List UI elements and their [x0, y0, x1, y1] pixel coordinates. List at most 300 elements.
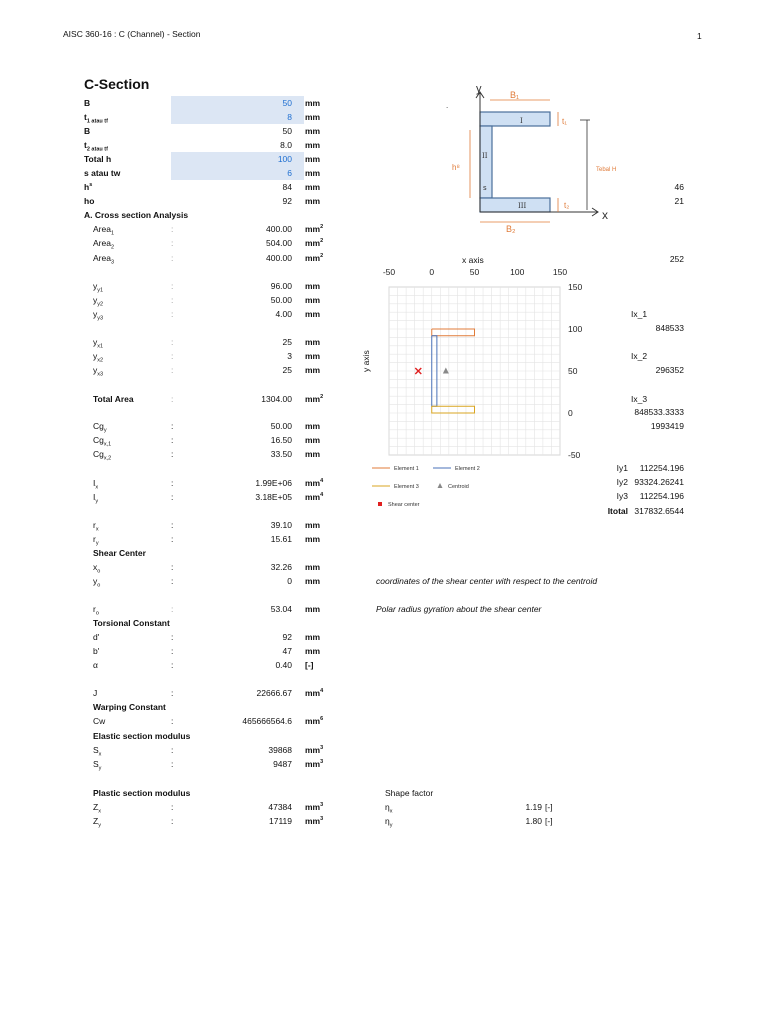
- iy-value: 112254.196: [639, 491, 684, 501]
- row-label-text: y: [93, 281, 98, 291]
- row-label-text: Area: [93, 224, 111, 234]
- chart-y-tick-label: 100: [568, 324, 583, 334]
- ix-total-value: 1993419: [650, 421, 684, 431]
- row-label-sub: x3: [97, 371, 104, 378]
- row-unit: [305, 309, 320, 319]
- chart-x-tick-label: -50: [382, 267, 396, 277]
- row-unit-text: mm: [305, 337, 321, 347]
- row-label-text: y: [93, 309, 98, 319]
- ix1-value: 848533: [655, 323, 684, 333]
- row-label-sub: x: [95, 526, 99, 533]
- row-label-sub: x,2: [103, 455, 112, 462]
- input-label-text: t: [84, 140, 87, 150]
- row-unit-sup: 6: [320, 716, 324, 723]
- row-unit-text: mm: [305, 520, 321, 530]
- sketch-b1-label: B₁: [510, 90, 520, 100]
- row-label-text: Cg: [93, 421, 104, 431]
- row-value: 3.18E+05: [255, 492, 292, 502]
- row-unit: [305, 816, 323, 826]
- row-unit-text: mm: [305, 365, 321, 375]
- row-colon: :: [171, 435, 174, 445]
- shape-factor-heading: Shape factor: [385, 788, 434, 798]
- row-unit-text: mm: [305, 449, 321, 459]
- ix1-label: Ix_1: [631, 309, 648, 319]
- chart-y-tick-label: 0: [568, 408, 573, 418]
- row-label: [93, 816, 101, 829]
- chart-x-axis-title: x axis: [462, 255, 484, 265]
- row-colon: :: [171, 351, 174, 361]
- row-unit-text: mm: [305, 281, 321, 291]
- sketch-t2-label: t₂: [564, 201, 570, 210]
- row-unit: [305, 745, 323, 755]
- row-label: [93, 224, 114, 237]
- row-colon: :: [171, 394, 174, 404]
- input-value: 8.0: [280, 140, 292, 150]
- input-unit: mm: [305, 98, 321, 108]
- row-label-text: J: [93, 688, 98, 698]
- chart-legend-label: Centroid: [448, 484, 469, 490]
- row-label-text: r: [93, 604, 96, 614]
- input-value[interactable]: 50: [282, 98, 292, 108]
- value-46: 46: [674, 182, 684, 192]
- row-label-sub: y: [95, 540, 99, 547]
- input-unit: mm: [305, 140, 321, 150]
- note-polar-radius: Polar radius gyration about the shear center: [376, 604, 542, 614]
- row-label-sub: y: [95, 498, 99, 505]
- input-unit: mm: [305, 182, 321, 192]
- shape-factor-label-sub: x: [389, 808, 393, 815]
- row-unit-text: mm: [305, 351, 321, 361]
- row-label-sub: o: [97, 582, 101, 589]
- row-value: 50.00: [270, 295, 292, 305]
- row-unit: [305, 688, 323, 698]
- chart-legend-label: Shear center: [388, 502, 420, 508]
- chart-y-tick-label: 50: [568, 366, 578, 376]
- section-heading-warping: Warping Constant: [93, 702, 166, 712]
- sketch-element2-label: II: [482, 152, 488, 160]
- row-colon: :: [171, 745, 174, 755]
- chart-x-tick-label: 150: [552, 267, 568, 277]
- row-unit-text: mm: [305, 816, 321, 826]
- row-colon: :: [171, 562, 174, 572]
- row-unit: [305, 632, 320, 642]
- sketch-dot: .: [446, 101, 449, 110]
- shape-factor-label-sub: y: [389, 822, 393, 829]
- shape-factor-label-text: η: [385, 816, 390, 826]
- input-label-text: ho: [84, 196, 95, 206]
- row-label-sub: y3: [97, 315, 104, 322]
- row-label-text: y: [93, 351, 98, 361]
- row-value: 32.26: [270, 562, 292, 572]
- row-label: [93, 646, 99, 656]
- row-value: 0: [287, 576, 292, 586]
- row-unit-text: mm: [305, 562, 321, 572]
- sketch-element3-label: III: [518, 202, 527, 210]
- input-value[interactable]: 8: [287, 112, 292, 122]
- row-value: 465666564.6: [242, 716, 292, 726]
- row-colon: :: [171, 759, 174, 769]
- input-label: [84, 126, 90, 136]
- row-label-text: r: [93, 534, 96, 544]
- row-unit: [305, 562, 320, 572]
- row-unit: [305, 337, 320, 347]
- row-label-text: x: [93, 562, 98, 572]
- row-value: 504.00: [266, 238, 292, 248]
- row-label-text: S: [93, 759, 99, 769]
- row-colon: :: [171, 716, 174, 726]
- row-unit-sup: 2: [320, 253, 324, 260]
- row-colon: :: [171, 576, 174, 586]
- row-unit-text: mm: [305, 435, 321, 445]
- row-colon: :: [171, 604, 174, 614]
- row-colon: :: [171, 660, 174, 670]
- chart-x-tick-label: 0: [429, 267, 435, 277]
- row-label-sub: o: [95, 610, 99, 617]
- row-label-text: Area: [93, 238, 111, 248]
- iy-label: Itotal: [607, 506, 628, 516]
- row-unit: [305, 281, 320, 291]
- row-label-text: y: [93, 337, 98, 347]
- row-unit-text: mm: [305, 421, 321, 431]
- row-unit: [305, 238, 323, 248]
- row-colon: :: [171, 295, 174, 305]
- row-label: [93, 421, 107, 434]
- chart-y-axis-title: y axis: [361, 350, 371, 372]
- row-value: 39.10: [270, 520, 292, 530]
- input-label-text: B: [84, 98, 91, 108]
- row-label-sub: y: [98, 822, 101, 829]
- row-unit-text: mm: [305, 604, 321, 614]
- page-title: C-Section: [84, 76, 150, 92]
- input-label: [84, 98, 90, 108]
- chart-legend-label: Element 3: [394, 484, 419, 490]
- row-unit-sup: 4: [320, 688, 324, 695]
- row-unit: [305, 295, 320, 305]
- row-unit-text: mm: [305, 802, 321, 812]
- input-label-text: h: [84, 182, 90, 192]
- row-unit: [305, 492, 323, 502]
- chart-legend-label: Element 1: [394, 466, 419, 472]
- chart-y-tick-label: 150: [568, 282, 583, 292]
- row-value: 25: [282, 365, 292, 375]
- row-unit-text: mm: [305, 224, 321, 234]
- section-chart: [360, 262, 590, 512]
- ix3-label: Ix_3: [631, 394, 648, 404]
- row-unit-sup: 3: [320, 802, 324, 809]
- row-unit-sup: 3: [320, 745, 324, 752]
- row-value: 25: [282, 337, 292, 347]
- shape-factor-value: 1.19: [525, 802, 542, 812]
- row-unit: [305, 576, 320, 586]
- input-label-sub: 2 atau tf: [86, 146, 108, 153]
- row-label: [93, 660, 98, 670]
- row-colon: :: [171, 534, 174, 544]
- sketch-y-label: y: [476, 83, 482, 95]
- row-label-sub: 2: [110, 244, 115, 251]
- input-unit: mm: [305, 154, 321, 164]
- sketch-hs-label: h⁸: [452, 163, 460, 172]
- row-label-sub: x1: [97, 343, 104, 350]
- row-label: [93, 576, 100, 589]
- row-unit: [305, 394, 323, 404]
- row-unit: [305, 435, 320, 445]
- row-label: [93, 802, 101, 815]
- sketch-t1-label: t₁: [562, 117, 567, 126]
- input-label-text: s atau tw: [84, 168, 121, 178]
- row-label-sub: o: [97, 568, 101, 575]
- chart-x-tick-label: 100: [510, 267, 525, 277]
- row-value: 4.00: [275, 309, 292, 319]
- row-label-text: α: [93, 660, 98, 670]
- input-unit: mm: [305, 168, 321, 178]
- row-label: [93, 478, 98, 491]
- row-unit: [305, 759, 323, 769]
- row-unit: [305, 253, 323, 263]
- row-colon: :: [171, 802, 174, 812]
- input-label: [84, 168, 120, 178]
- row-label-sub: x,1: [103, 441, 112, 448]
- input-label: [84, 182, 92, 192]
- row-label-sub: 1: [110, 230, 115, 237]
- row-unit: [305, 660, 314, 670]
- row-unit: [305, 365, 320, 375]
- page-number: 1: [697, 31, 702, 41]
- row-label-text: I: [93, 478, 96, 488]
- input-value: 50: [282, 126, 292, 136]
- row-unit-text: mm: [305, 492, 321, 502]
- sketch-element1-label: I: [520, 117, 523, 125]
- iy-label: Iy1: [616, 463, 628, 473]
- shape-factor-value: 1.80: [525, 816, 542, 826]
- row-label-text: S: [93, 745, 99, 755]
- row-label-text: y: [93, 576, 98, 586]
- row-label-text: Z: [93, 816, 99, 826]
- row-label-text: Cg: [93, 449, 104, 459]
- row-unit: [305, 449, 320, 459]
- row-value: 22666.67: [256, 688, 292, 698]
- row-value: 50.00: [270, 421, 292, 431]
- row-label: [93, 309, 103, 322]
- row-label: [93, 759, 101, 772]
- input-label-text: Total h: [84, 154, 112, 164]
- input-unit: mm: [305, 126, 321, 136]
- section-heading-torsional: Torsional Constant: [93, 618, 170, 628]
- row-unit-text: mm: [305, 716, 321, 726]
- row-label-sub: x: [95, 484, 99, 491]
- row-value: 47: [282, 646, 292, 656]
- sketch-drawing: [470, 92, 598, 222]
- row-colon: :: [171, 449, 174, 459]
- value-252: 252: [669, 254, 684, 264]
- row-label: [93, 688, 97, 698]
- row-colon: :: [171, 492, 174, 502]
- ix2-value: 296352: [655, 365, 684, 375]
- row-label: [93, 365, 103, 378]
- c-section-sketch: [440, 80, 640, 240]
- section-heading-elastic: Elastic section modulus: [93, 731, 191, 741]
- row-unit-sup: 4: [320, 478, 324, 485]
- value-21: 21: [674, 196, 684, 206]
- row-label: [93, 716, 105, 726]
- row-unit-text: mm: [305, 394, 321, 404]
- section-heading-plastic: Plastic section modulus: [93, 788, 191, 798]
- shape-factor-label: [385, 802, 392, 815]
- row-unit-sup: 4: [320, 492, 324, 499]
- row-label-sub: 3: [110, 259, 115, 266]
- input-label: [84, 154, 111, 164]
- iy-value: 112254.196: [639, 463, 684, 473]
- header-title: AISC 360-16 : C (Channel) - Section: [63, 29, 201, 39]
- row-unit: [305, 646, 320, 656]
- sketch-total-h-label: Tebal H: [596, 167, 617, 173]
- row-label-text: y: [93, 295, 98, 305]
- row-unit: [305, 716, 323, 726]
- row-label-sub: y: [98, 765, 102, 772]
- input-label-text: t: [84, 112, 87, 122]
- input-label: [84, 196, 94, 206]
- chart-x-tick-label: 50: [469, 267, 480, 277]
- chart-legend-swatch: [378, 502, 382, 506]
- row-unit-text: mm: [305, 238, 321, 248]
- row-unit-sup: 3: [320, 816, 324, 823]
- row-unit: [305, 520, 320, 530]
- row-colon: :: [171, 688, 174, 698]
- row-label-sub: x: [98, 808, 101, 815]
- row-value: 9487: [273, 759, 292, 769]
- note-shear-center: coordinates of the shear center with respect to the centroid: [376, 576, 598, 586]
- row-unit-sup: 2: [320, 394, 324, 401]
- row-colon: :: [171, 224, 174, 234]
- row-value: 17119: [268, 816, 292, 826]
- row-unit: [305, 478, 323, 488]
- row-label: [93, 632, 99, 642]
- input-value[interactable]: 6: [287, 168, 292, 178]
- row-label-text: y: [93, 365, 98, 375]
- row-value: 1.99E+06: [255, 478, 292, 488]
- input-unit: mm: [305, 112, 321, 122]
- row-unit: [305, 534, 320, 544]
- row-label-text: Area: [93, 253, 111, 263]
- ix3-value: 848533.3333: [634, 407, 684, 417]
- row-label: [93, 492, 98, 505]
- input-label-text: B: [84, 126, 91, 136]
- chart-y-tick-label: -50: [568, 450, 581, 460]
- row-unit-sup: 2: [320, 224, 324, 231]
- row-label: [93, 351, 103, 364]
- row-unit-sup: 3: [320, 759, 324, 766]
- input-label: [84, 140, 108, 153]
- row-colon: :: [171, 365, 174, 375]
- row-label: [93, 449, 111, 462]
- row-unit-text: mm: [305, 534, 321, 544]
- row-unit-text: mm: [305, 295, 321, 305]
- row-label-sub: y2: [97, 301, 104, 308]
- shape-factor-label-text: η: [385, 802, 390, 812]
- row-value: 1304.00: [261, 394, 292, 404]
- sketch-s-label: s: [483, 184, 487, 192]
- row-value: 39868: [268, 745, 292, 755]
- chart-legend-label: Element 2: [455, 466, 480, 472]
- row-value: 0.40: [275, 660, 292, 670]
- row-label-sub: x: [98, 751, 102, 758]
- row-colon: :: [171, 238, 174, 248]
- row-label: [93, 745, 101, 758]
- row-unit-text: mm: [305, 309, 321, 319]
- row-value: 33.50: [270, 449, 292, 459]
- row-colon: :: [171, 281, 174, 291]
- row-unit: [305, 224, 323, 234]
- row-unit-text: [-]: [305, 660, 314, 670]
- row-value: 47384: [268, 802, 292, 812]
- shape-factor-unit: [-]: [545, 802, 553, 812]
- row-label: [93, 281, 103, 294]
- input-value: 84: [282, 182, 292, 192]
- row-colon: :: [171, 632, 174, 642]
- row-value: 400.00: [266, 253, 292, 263]
- row-label-text: Cg: [93, 435, 104, 445]
- row-label-text: d': [93, 632, 100, 642]
- row-colon: :: [171, 309, 174, 319]
- sketch-x-label: x: [602, 208, 608, 222]
- row-label: [93, 562, 100, 575]
- row-label: [93, 520, 99, 533]
- sketch-b2-label: B₂: [506, 224, 516, 234]
- input-value[interactable]: 100: [277, 154, 292, 164]
- ix2-label: Ix_2: [631, 351, 648, 361]
- row-colon: :: [171, 646, 174, 656]
- row-unit: [305, 421, 320, 431]
- row-unit: [305, 351, 320, 361]
- row-value: 400.00: [266, 224, 292, 234]
- row-unit-text: mm: [305, 632, 321, 642]
- input-value: 92: [282, 196, 292, 206]
- section-heading-cross: A. Cross section Analysis: [84, 210, 189, 220]
- row-label: [93, 604, 99, 617]
- row-label-text: r: [93, 520, 96, 530]
- row-colon: :: [171, 421, 174, 431]
- row-label: [93, 394, 134, 404]
- row-value: 15.61: [270, 534, 292, 544]
- row-label: [93, 337, 103, 350]
- shape-factor-label: [385, 816, 392, 829]
- row-unit-text: mm: [305, 478, 321, 488]
- row-unit-text: mm: [305, 576, 321, 586]
- row-unit-sup: 2: [320, 238, 324, 245]
- row-label: [93, 253, 114, 266]
- row-unit-text: mm: [305, 688, 321, 698]
- row-label-text: b': [93, 646, 100, 656]
- row-label-sub: y: [103, 427, 107, 434]
- row-label: [93, 435, 111, 448]
- section-heading-shear-center: Shear Center: [93, 548, 146, 558]
- row-label-sub: x2: [97, 357, 104, 364]
- row-label-text: Z: [93, 802, 99, 812]
- input-unit: mm: [305, 196, 321, 206]
- row-unit-text: mm: [305, 745, 321, 755]
- input-label-sub: 1 atau tf: [86, 118, 108, 125]
- row-label-text: I: [93, 492, 96, 502]
- row-unit: [305, 802, 323, 812]
- row-unit-text: mm: [305, 759, 321, 769]
- input-label-sup: s: [89, 182, 93, 189]
- shape-factor-unit: [-]: [545, 816, 553, 826]
- row-value: 53.04: [270, 604, 292, 614]
- row-colon: :: [171, 816, 174, 826]
- row-value: 3: [287, 351, 292, 361]
- row-label-sub: y1: [97, 287, 104, 294]
- row-label: [93, 295, 103, 308]
- row-value: 16.50: [270, 435, 292, 445]
